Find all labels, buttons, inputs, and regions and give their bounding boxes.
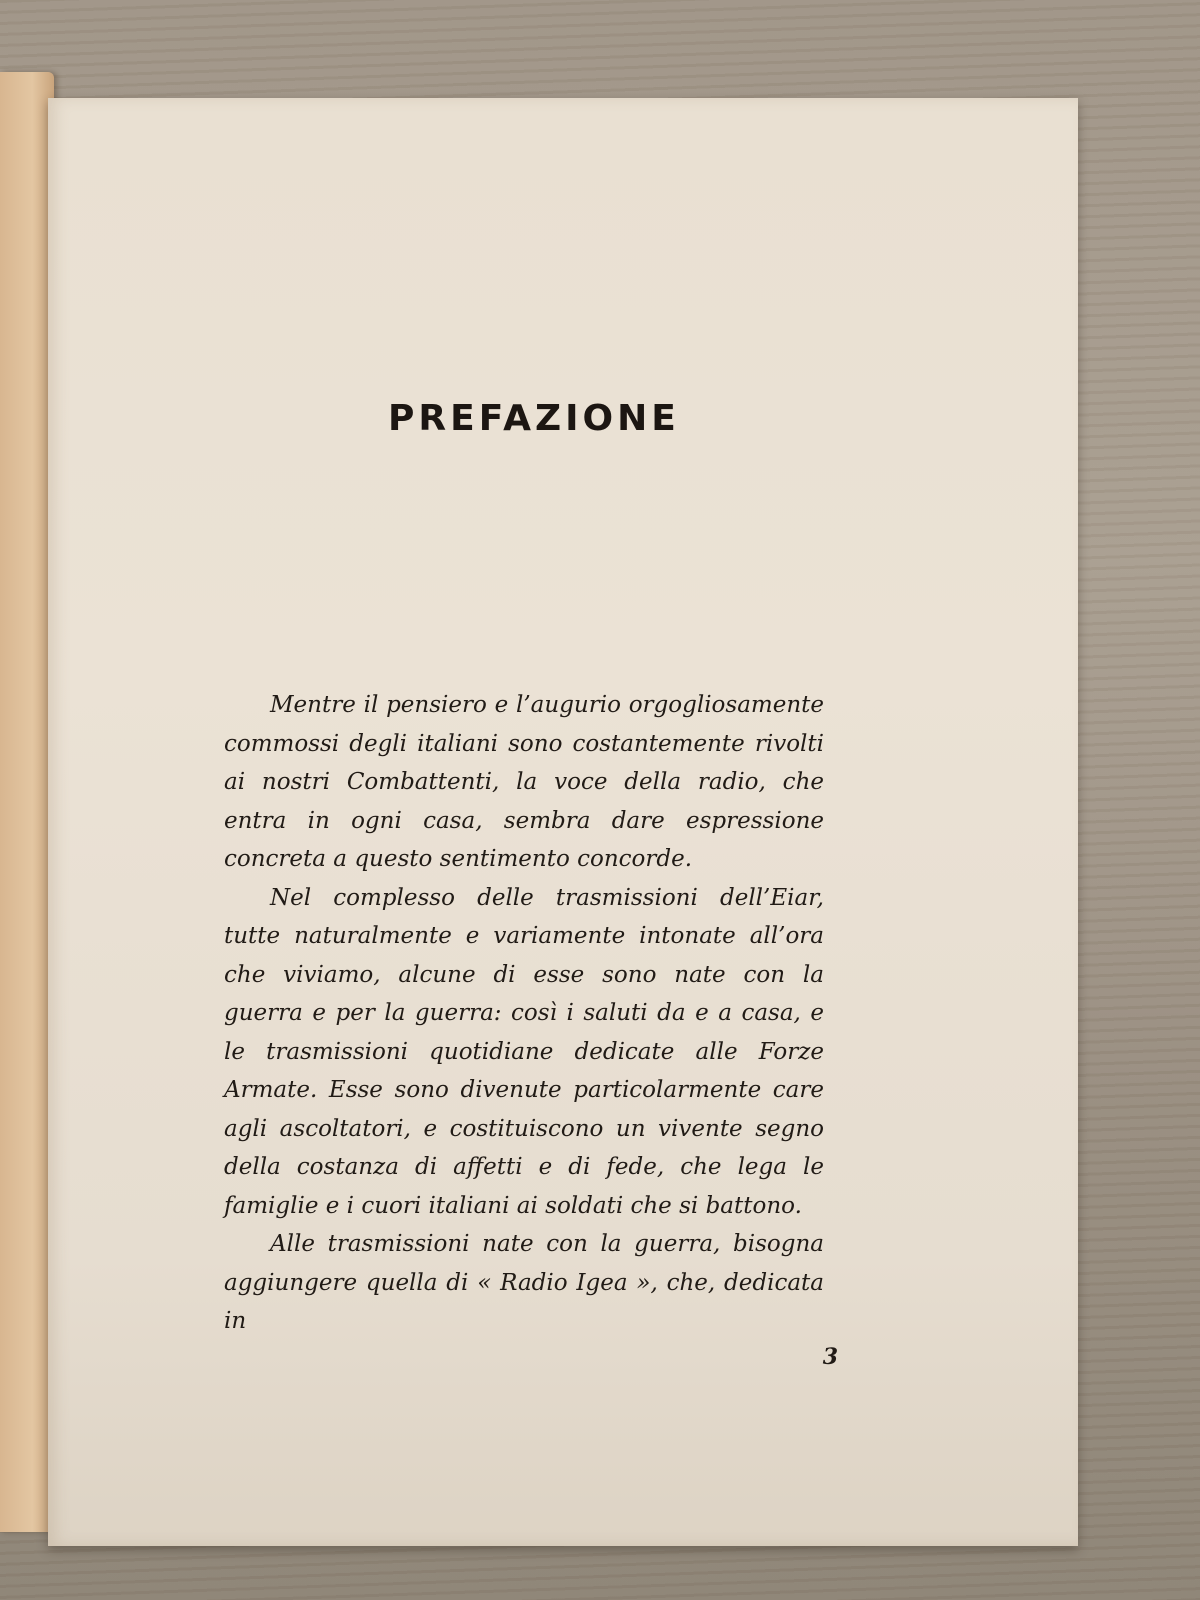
book-page <box>48 98 1078 1546</box>
page-number: 3 <box>822 1344 838 1370</box>
paragraph: Mentre il pensiero e l’augurio orgogliosamente commossi degli italiani sono costantemente rivolti ai nostri Combattenti, la voce della radio, che entra in ogni casa, sembra dare espressione concreta a questo sentimento concorde. <box>224 692 824 872</box>
body-text <box>224 686 824 1341</box>
facing-page-edge <box>0 72 54 1532</box>
page-title: PREFAZIONE <box>388 398 680 439</box>
paragraph: Nel complesso delle trasmissioni dell’Eiar, tutte naturalmente e variamente intonate all’ora che viviamo, alcune di esse sono nate con la guerra e per la guerra: così i saluti da e a casa, e le trasmissioni quotidiane dedicate alle Forze Armate. Esse sono divenute particolarmente care agli ascoltatori, e costituiscono un vivente segno della costanza di affetti e di fede, che lega le famiglie e i cuori italiani ai soldati che si battono. <box>224 884 824 1219</box>
paragraph: Alle trasmissioni nate con la guerra, bisogna aggiungere quella di « Radio Igea », che, dedicata in <box>224 1231 824 1334</box>
